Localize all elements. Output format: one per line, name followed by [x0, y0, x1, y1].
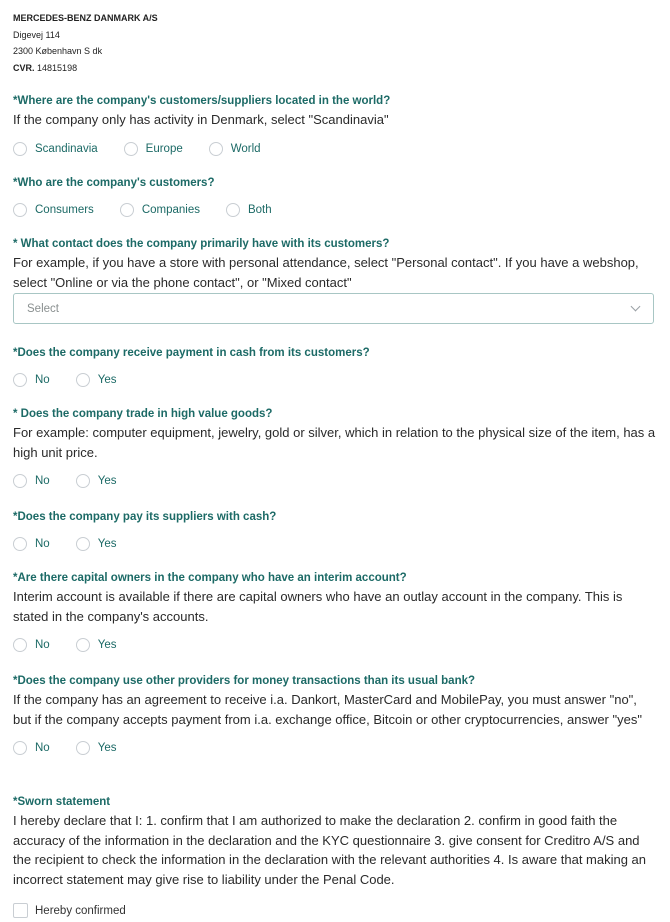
- radio-label: Europe: [145, 142, 183, 155]
- radio-label: Yes: [97, 639, 117, 651]
- cvr-number: 14815198: [37, 62, 78, 73]
- radio-circle[interactable]: [13, 537, 27, 551]
- radio-option-yes[interactable]: [76, 638, 117, 652]
- radio-option-yes[interactable]: [76, 537, 117, 551]
- radio-label: Yes: [97, 475, 117, 487]
- radio-option-no[interactable]: [13, 741, 50, 755]
- question-help: I hereby declare that I: 1. confirm that I am authorized to make the declaration 2. confirm in good faith the accuracy of the information in the declaration and the KYC questionnaire 3. give consent for Creditro A/S and the recipient to check the information in the declaration with the relevant authorities 4. Is aware that making an incorrect statement may give rise to liability under the Penal Code.: [13, 813, 647, 887]
- radio-label: No: [35, 639, 50, 651]
- radio-label: Consumers: [35, 204, 94, 216]
- radio-option-world[interactable]: [209, 142, 261, 156]
- radio-option-europe[interactable]: [124, 142, 183, 156]
- radio-label: No: [35, 538, 50, 550]
- radio-group: [13, 140, 658, 158]
- checkbox-box[interactable]: [13, 903, 28, 918]
- radio-circle[interactable]: [13, 741, 27, 755]
- radio-circle[interactable]: [13, 638, 27, 652]
- radio-label: Both: [247, 204, 272, 216]
- radio-circle[interactable]: [120, 203, 134, 217]
- question-sworn-statement: [13, 794, 658, 889]
- company-info: [13, 10, 158, 76]
- select-placeholder: Select: [27, 302, 59, 315]
- question-cash-payment-received: [13, 345, 658, 389]
- question-title: *Does the company pay its suppliers with cash?: [13, 511, 277, 523]
- hereby-confirmed-checkbox[interactable]: [13, 903, 126, 918]
- radio-option-both[interactable]: [226, 203, 272, 217]
- radio-group: [13, 371, 658, 389]
- question-title: *Are there capital owners in the company who have an interim account?: [13, 572, 407, 584]
- cvr-label: CVR.: [13, 62, 35, 73]
- question-customer-location: [13, 93, 658, 158]
- question-contact-type: [13, 236, 658, 292]
- radio-circle[interactable]: [76, 373, 90, 387]
- question-title: * Does the company trade in high value goods?: [13, 408, 273, 420]
- radio-circle[interactable]: [76, 474, 90, 488]
- radio-circle[interactable]: [13, 474, 27, 488]
- radio-circle[interactable]: [13, 373, 27, 387]
- radio-option-no[interactable]: [13, 537, 50, 551]
- radio-group: [13, 201, 658, 219]
- radio-label: World: [230, 142, 261, 155]
- radio-circle[interactable]: [124, 142, 138, 156]
- radio-option-consumers[interactable]: [13, 203, 94, 217]
- question-high-value-goods: [13, 406, 658, 490]
- radio-option-no[interactable]: [13, 373, 50, 387]
- radio-group: [13, 636, 658, 654]
- radio-option-scandinavia[interactable]: [13, 142, 98, 156]
- radio-group: [13, 535, 658, 553]
- question-cash-payment-suppliers: [13, 509, 658, 553]
- question-customer-type: [13, 175, 658, 219]
- question-help: If the company has an agreement to receive i.a. Dankort, MasterCard and MobilePay, you must answer "no", but if the company accepts payment from i.a. exchange office, Bitcoin or other cryptocurrencies, answer "yes": [13, 692, 642, 727]
- question-other-money-providers: [13, 673, 658, 757]
- radio-option-yes[interactable]: [76, 373, 117, 387]
- radio-option-companies[interactable]: [120, 203, 200, 217]
- radio-label: No: [35, 475, 50, 487]
- chevron-down-icon: [631, 302, 641, 312]
- radio-option-yes[interactable]: [76, 741, 117, 755]
- radio-label: Yes: [97, 742, 117, 754]
- question-help: If the company only has activity in Denmark, select "Scandinavia": [13, 112, 389, 127]
- radio-label: Yes: [97, 538, 117, 550]
- radio-circle[interactable]: [13, 203, 27, 217]
- radio-option-no[interactable]: [13, 474, 50, 488]
- question-title: *Where are the company's customers/suppliers located in the world?: [13, 95, 391, 107]
- radio-circle[interactable]: [76, 741, 90, 755]
- company-cvr: [13, 60, 158, 77]
- radio-circle[interactable]: [76, 537, 90, 551]
- radio-circle[interactable]: [13, 142, 27, 156]
- company-name: MERCEDES-BENZ DANMARK A/S: [13, 13, 158, 23]
- question-interim-account: [13, 570, 658, 654]
- contact-type-select[interactable]: [13, 293, 654, 324]
- question-title: *Sworn statement: [13, 796, 111, 808]
- question-help: For example, if you have a store with personal attendance, select "Personal contact". If you have a webshop, select "Online or via the phone contact", or "Mixed contact": [13, 255, 639, 290]
- radio-circle[interactable]: [209, 142, 223, 156]
- radio-circle[interactable]: [226, 203, 240, 217]
- question-title: *Does the company receive payment in cash from its customers?: [13, 347, 370, 359]
- company-address-line2: 2300 København S dk: [13, 46, 103, 56]
- radio-group: [13, 739, 658, 757]
- question-title: * What contact does the company primarily have with its customers?: [13, 238, 390, 250]
- radio-circle[interactable]: [76, 638, 90, 652]
- radio-label: Scandinavia: [35, 142, 98, 155]
- company-address-line1: Digevej 114: [13, 29, 60, 40]
- radio-option-no[interactable]: [13, 638, 50, 652]
- question-help: Interim account is available if there are capital owners who have an outlay account in the company. This is stated in the company's accounts.: [13, 589, 623, 624]
- radio-label: No: [35, 374, 50, 386]
- checkbox-label: Hereby confirmed: [35, 904, 126, 917]
- radio-label: No: [35, 742, 50, 754]
- radio-label: Companies: [141, 204, 200, 216]
- question-title: *Who are the company's customers?: [13, 177, 215, 189]
- radio-group: [13, 472, 658, 490]
- radio-option-yes[interactable]: [76, 474, 117, 488]
- question-title: *Does the company use other providers for money transactions than its usual bank?: [13, 675, 476, 687]
- radio-label: Yes: [97, 374, 117, 386]
- question-help: For example: computer equipment, jewelry, gold or silver, which in relation to the physical size of the item, has a high unit price.: [13, 425, 656, 460]
